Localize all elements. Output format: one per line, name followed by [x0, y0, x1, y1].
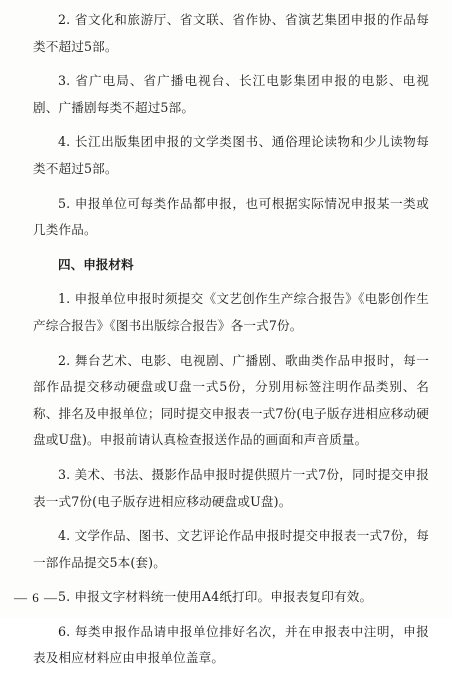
paragraph-item-2-submission-limit: 2. 省文化和旅游厅、省文联、省作协、省演艺集团申报的作品每类不超过5部。 [33, 12, 429, 54]
paragraph-material-5-print-format: 5. 申报文字材料统一使用A4纸打印。申报表复印有效。 [58, 589, 373, 605]
paragraph-material-6-ranking-seal: 6. 每类申报作品请申报单位排好名次，并在申报表中注明，申报表及相应材料应由申报单位盖章。 [33, 623, 429, 666]
paragraph-material-2-media-works: 2. 舞台艺术、电影、电视剧、广播剧、歌曲类作品申报时，每一部作品提交移动硬盘或U盘一式5份，分别用标签注明作品类别、名称、排名及申报单位；同时提交申报表一式7份(电子版存进相应移动硬盘或U盘)。申报前请认真检查报送作品的画面和声音质量。 [33, 352, 429, 448]
paragraph-item-3-broadcast-limit: 3. 省广电局、省广播电视台、长江电影集团申报的电影、电视剧、广播剧每类不超过5部。 [33, 73, 429, 115]
page-number: — 6 — [14, 590, 58, 605]
document-body [33, 7, 429, 680]
paragraph-material-1-reports: 1. 申报单位申报时须提交《文艺创作生产综合报告》《电影创作生产综合报告》《图书出版综合报告》各一式7份。 [33, 291, 429, 333]
section-heading-materials: 四、申报材料 [58, 256, 134, 272]
paragraph-material-3-art-photos: 3. 美术、书法、摄影作品申报时提供照片一式7份，同时提交申报表一式7份(电子版存进相应移动硬盘或U盘)。 [33, 466, 429, 509]
paragraph-item-5-category-choice: 5. 申报单位可每类作品都申报，也可根据实际情况申报某一类或几类作品。 [33, 195, 429, 238]
paragraph-item-4-publishing-limit: 4. 长江出版集团申报的文学类图书、通俗理论读物和少儿读物每类不超过5部。 [33, 134, 429, 176]
paragraph-material-4-literature: 4. 文学作品、图书、文艺评论作品申报时提交申报表一式7份，每一部作品提交5本(套)。 [33, 528, 429, 570]
